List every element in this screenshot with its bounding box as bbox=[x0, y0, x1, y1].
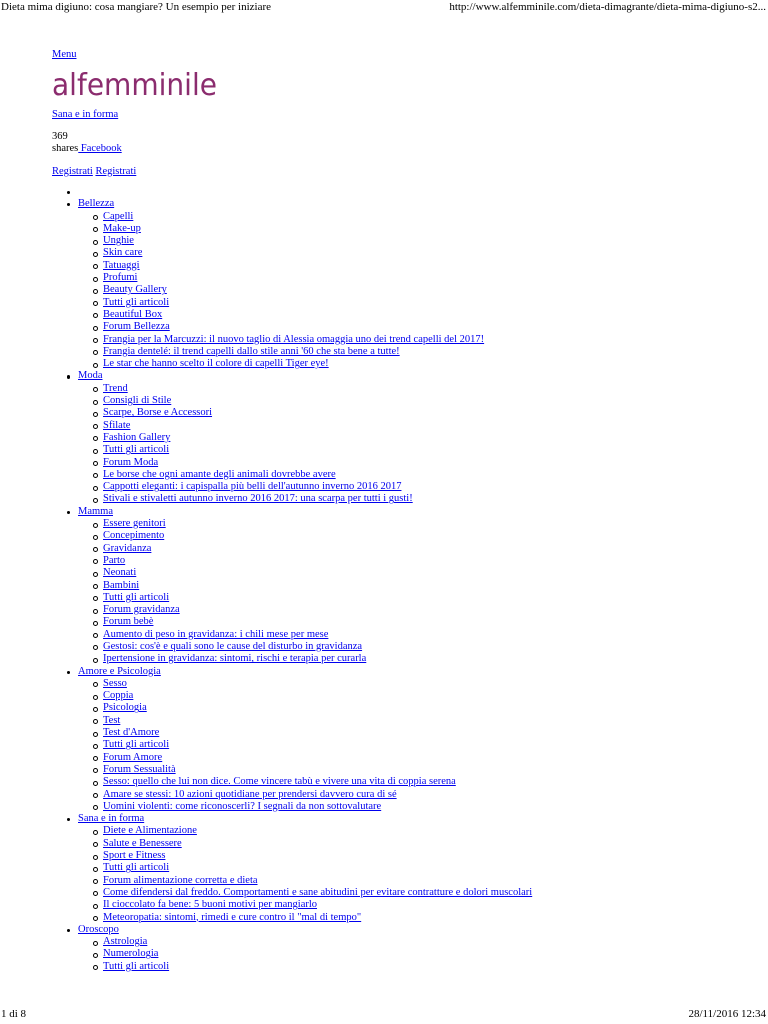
nav-subitem-link[interactable]: Unghie bbox=[103, 235, 134, 247]
nav-subitem-link[interactable]: Consigli di Stile bbox=[103, 395, 172, 407]
logo-text: alfemminile bbox=[52, 68, 217, 103]
nav-subitem-link[interactable]: Essere genitori bbox=[103, 518, 166, 530]
nav-subitem bbox=[103, 752, 752, 764]
nav-subitem-link[interactable]: Numerologia bbox=[103, 948, 159, 960]
nav-subitem bbox=[103, 961, 752, 973]
nav-category bbox=[78, 370, 752, 505]
nav-subitem bbox=[103, 948, 752, 960]
nav-subitem-link[interactable]: Tutti gli articoli bbox=[103, 591, 170, 603]
nav-subitem-link[interactable]: Tutti gli articoli bbox=[103, 444, 170, 456]
nav-subitem-link[interactable]: Profumi bbox=[103, 272, 138, 284]
nav-subitem bbox=[103, 936, 752, 948]
nav-subitem bbox=[103, 739, 752, 751]
nav-subitem-link[interactable]: Forum gravidanza bbox=[103, 604, 180, 616]
nav-subitem bbox=[103, 653, 752, 665]
nav-subitem bbox=[103, 580, 752, 592]
nav-subitem-link[interactable]: Sesso bbox=[103, 677, 127, 689]
nav-subitem-link[interactable]: Ipertensione in gravidanza: sintomi, rischi e terapia per curarla bbox=[103, 653, 367, 665]
nav-subitem-link[interactable]: Test d'Amore bbox=[103, 727, 160, 739]
nav-subitem-link[interactable]: Le star che hanno scelto il colore di capelli Tiger eye! bbox=[103, 358, 329, 370]
nav-subitem-link[interactable]: Salute e Benessere bbox=[103, 837, 182, 849]
nav-subitem bbox=[103, 469, 752, 481]
nav-subitem-link[interactable]: Forum Moda bbox=[103, 456, 159, 468]
nav-subitem-link[interactable]: Stivali e stivaletti autunno inverno 2016 2017: una scarpa per tutti i gusti! bbox=[103, 493, 413, 505]
nav-category bbox=[78, 813, 752, 924]
nav-subitem bbox=[103, 530, 752, 542]
register-link[interactable]: Registrati bbox=[52, 166, 93, 177]
nav-category bbox=[78, 506, 752, 666]
nav-subitem bbox=[103, 887, 752, 899]
nav-subitem bbox=[103, 690, 752, 702]
register-link-2[interactable]: Registrati bbox=[95, 166, 137, 177]
nav-subitem bbox=[103, 838, 752, 850]
nav-subitem-link[interactable]: Skin care bbox=[103, 247, 143, 259]
print-header bbox=[0, 0, 768, 14]
nav-subitem bbox=[103, 407, 752, 419]
nav-subitem bbox=[103, 776, 752, 788]
nav-subitem-link[interactable]: Sesso: quello che lui non dice. Come vincere tabù e vivere una vita di coppia serena bbox=[103, 776, 456, 788]
nav-subitem bbox=[103, 457, 752, 469]
nav-category bbox=[78, 198, 752, 370]
share-label: shares bbox=[52, 143, 79, 154]
nav-category-link[interactable]: Amore e Psicologia bbox=[78, 665, 161, 677]
nav-subitem-link[interactable]: Come difendersi dal freddo. Comportamenti e sane abitudini per evitare contratture e dolori muscolari bbox=[103, 886, 533, 898]
nav-subitem bbox=[103, 321, 752, 333]
share-count: 369 bbox=[52, 131, 68, 142]
register-links bbox=[52, 165, 752, 179]
nav-submenu bbox=[78, 383, 752, 506]
nav-submenu bbox=[78, 211, 752, 371]
nav-subitem-link[interactable]: Aumento di peso in gravidanza: i chili mese per mese bbox=[103, 628, 329, 640]
nav-subitem bbox=[103, 272, 752, 284]
nav-subitem bbox=[103, 346, 752, 358]
nav-subitem bbox=[103, 604, 752, 616]
nav-category bbox=[78, 924, 752, 973]
nav-category-link[interactable]: Bellezza bbox=[78, 198, 115, 210]
page-number: 1 di 8 bbox=[1, 1008, 27, 1020]
main-content bbox=[52, 48, 752, 973]
nav-subitem bbox=[103, 789, 752, 801]
nav-subitem-link[interactable]: Gestosi: cos'è e quali sono le cause del disturbo in gravidanza bbox=[103, 640, 363, 652]
nav-subitem-link[interactable]: Psicologia bbox=[103, 702, 147, 714]
nav-subitem bbox=[103, 334, 752, 346]
nav-subitem-link[interactable]: Capelli bbox=[103, 210, 134, 222]
nav-subitem-link[interactable]: Bambini bbox=[103, 579, 140, 591]
nav-subitem bbox=[103, 801, 752, 813]
nav-subitem bbox=[103, 850, 752, 862]
nav-subitem-link[interactable]: Amare se stessi: 10 azioni quotidiane per prendersi davvero cura di sé bbox=[103, 788, 397, 800]
nav-subitem bbox=[103, 444, 752, 456]
nav-subitem bbox=[103, 555, 752, 567]
nav-subitem-link[interactable]: Sport e Fitness bbox=[103, 850, 166, 862]
nav-subitem-link[interactable]: Trend bbox=[103, 382, 128, 394]
nav-subitem bbox=[103, 518, 752, 530]
nav-subitem-link[interactable]: Frangia per la Marcuzzi: il nuovo taglio di Alessia omaggia uno dei trend capelli del 2017! bbox=[103, 333, 485, 345]
nav-subitem bbox=[103, 702, 752, 714]
nav-subitem-link[interactable]: Forum Sessualità bbox=[103, 763, 176, 775]
nav-subitem-link[interactable]: Scarpe, Borse e Accessori bbox=[103, 407, 213, 419]
nav-subitem-link[interactable]: Parto bbox=[103, 554, 126, 566]
share-block bbox=[52, 131, 752, 155]
nav-subitem bbox=[103, 395, 752, 407]
nav-submenu bbox=[78, 936, 752, 973]
nav-subitem bbox=[103, 641, 752, 653]
nav-subitem-link[interactable]: Tatuaggi bbox=[103, 259, 140, 271]
nav-subitem bbox=[103, 309, 752, 321]
nav-subitem-link[interactable]: Sfilate bbox=[103, 419, 131, 431]
nav-subitem bbox=[103, 297, 752, 309]
page-title: Dieta mima digiuno: cosa mangiare? Un esempio per iniziare bbox=[1, 1, 272, 13]
menu-link[interactable]: Menu bbox=[52, 49, 77, 60]
nav-subitem bbox=[103, 616, 752, 628]
nav-subitem bbox=[103, 223, 752, 235]
nav-subitem-link[interactable]: Tutti gli articoli bbox=[103, 960, 170, 972]
nav-menu bbox=[52, 186, 752, 973]
nav-category-link[interactable]: Moda bbox=[78, 370, 103, 382]
nav-subitem-link[interactable]: Tutti gli articoli bbox=[103, 739, 170, 751]
nav-subitem bbox=[103, 912, 752, 924]
nav-subitem-link[interactable]: Beautiful Box bbox=[103, 308, 163, 320]
nav-subitem bbox=[103, 383, 752, 395]
nav-subitem bbox=[103, 592, 752, 604]
nav-subitem bbox=[103, 899, 752, 911]
nav-subitem bbox=[103, 715, 752, 727]
nav-subitem-link[interactable]: Coppia bbox=[103, 690, 134, 702]
nav-subitem bbox=[103, 481, 752, 493]
nav-submenu bbox=[78, 518, 752, 666]
nav-subitem bbox=[103, 432, 752, 444]
nav-subitem-link[interactable]: Uomini violenti: come riconoscerli? I segnali da non sottovalutare bbox=[103, 800, 382, 812]
nav-subitem-link[interactable]: Forum Amore bbox=[103, 751, 163, 763]
nav-subitem-link[interactable]: Concepimento bbox=[103, 530, 165, 542]
nav-subitem bbox=[103, 493, 752, 505]
nav-submenu bbox=[78, 825, 752, 923]
nav-subitem-link[interactable]: Make-up bbox=[103, 222, 141, 234]
nav-subitem-link[interactable]: Astrologia bbox=[103, 936, 148, 948]
nav-subitem-link[interactable]: Test bbox=[103, 714, 121, 726]
nav-subitem-link[interactable]: Forum Bellezza bbox=[103, 321, 170, 333]
nav-subitem bbox=[103, 567, 752, 579]
nav-submenu bbox=[78, 678, 752, 813]
nav-category-link[interactable]: Sana e in forma bbox=[78, 813, 145, 825]
nav-subitem bbox=[103, 247, 752, 259]
nav-category-link[interactable]: Mamma bbox=[78, 505, 113, 517]
page-url: http://www.alfemminile.com/dieta-dimagrante/dieta-mima-digiuno-s2... bbox=[449, 1, 766, 13]
nav-subitem bbox=[103, 764, 752, 776]
nav-subitem-link[interactable]: Meteoropatia: sintomi, rimedi e cure contro il "mal di tempo" bbox=[103, 911, 362, 923]
nav-category bbox=[78, 666, 752, 814]
nav-subitem-link[interactable]: Frangia dentelé: il trend capelli dallo stile anni '60 che sta bene a tutte! bbox=[103, 345, 400, 357]
facebook-share-link[interactable]: Facebook bbox=[78, 143, 122, 154]
nav-subitem-link[interactable]: Forum alimentazione corretta e dieta bbox=[103, 874, 258, 886]
nav-subitem-link[interactable]: Le borse che ogni amante degli animali dovrebbe avere bbox=[103, 468, 336, 480]
nav-category-link[interactable]: Oroscopo bbox=[78, 923, 119, 935]
nav-subitem-link[interactable]: Tutti gli articoli bbox=[103, 296, 170, 308]
nav-subitem-link[interactable]: Cappotti eleganti: i capispalla più belli dell'autunno inverno 2016 2017 bbox=[103, 481, 402, 493]
nav-subitem bbox=[103, 875, 752, 887]
nav-subitem-link[interactable]: Forum bebè bbox=[103, 616, 154, 628]
nav-subitem bbox=[103, 825, 752, 837]
nav-subitem bbox=[103, 260, 752, 272]
nav-subitem bbox=[103, 358, 752, 370]
nav-subitem bbox=[103, 678, 752, 690]
nav-subitem-link[interactable]: Fashion Gallery bbox=[103, 431, 171, 443]
nav-subitem bbox=[103, 284, 752, 296]
nav-subitem-link[interactable]: Neonati bbox=[103, 567, 137, 579]
nav-subitem bbox=[103, 629, 752, 641]
section-link[interactable]: Sana e in forma bbox=[52, 109, 119, 120]
nav-subitem bbox=[103, 543, 752, 555]
nav-item-empty bbox=[78, 186, 752, 198]
nav-subitem bbox=[103, 211, 752, 223]
nav-subitem-link[interactable]: Il cioccolato fa bene: 5 buoni motivi per mangiarlo bbox=[103, 899, 318, 911]
site-logo[interactable] bbox=[52, 68, 752, 104]
nav-subitem-link[interactable]: Beauty Gallery bbox=[103, 284, 167, 296]
nav-subitem bbox=[103, 420, 752, 432]
nav-subitem bbox=[103, 727, 752, 739]
print-datetime: 28/11/2016 12:34 bbox=[688, 1008, 766, 1020]
nav-subitem bbox=[103, 235, 752, 247]
nav-subitem-link[interactable]: Tutti gli articoli bbox=[103, 862, 170, 874]
nav-subitem-link[interactable]: Gravidanza bbox=[103, 542, 152, 554]
nav-subitem bbox=[103, 862, 752, 874]
nav-subitem-link[interactable]: Diete e Alimentazione bbox=[103, 825, 197, 837]
